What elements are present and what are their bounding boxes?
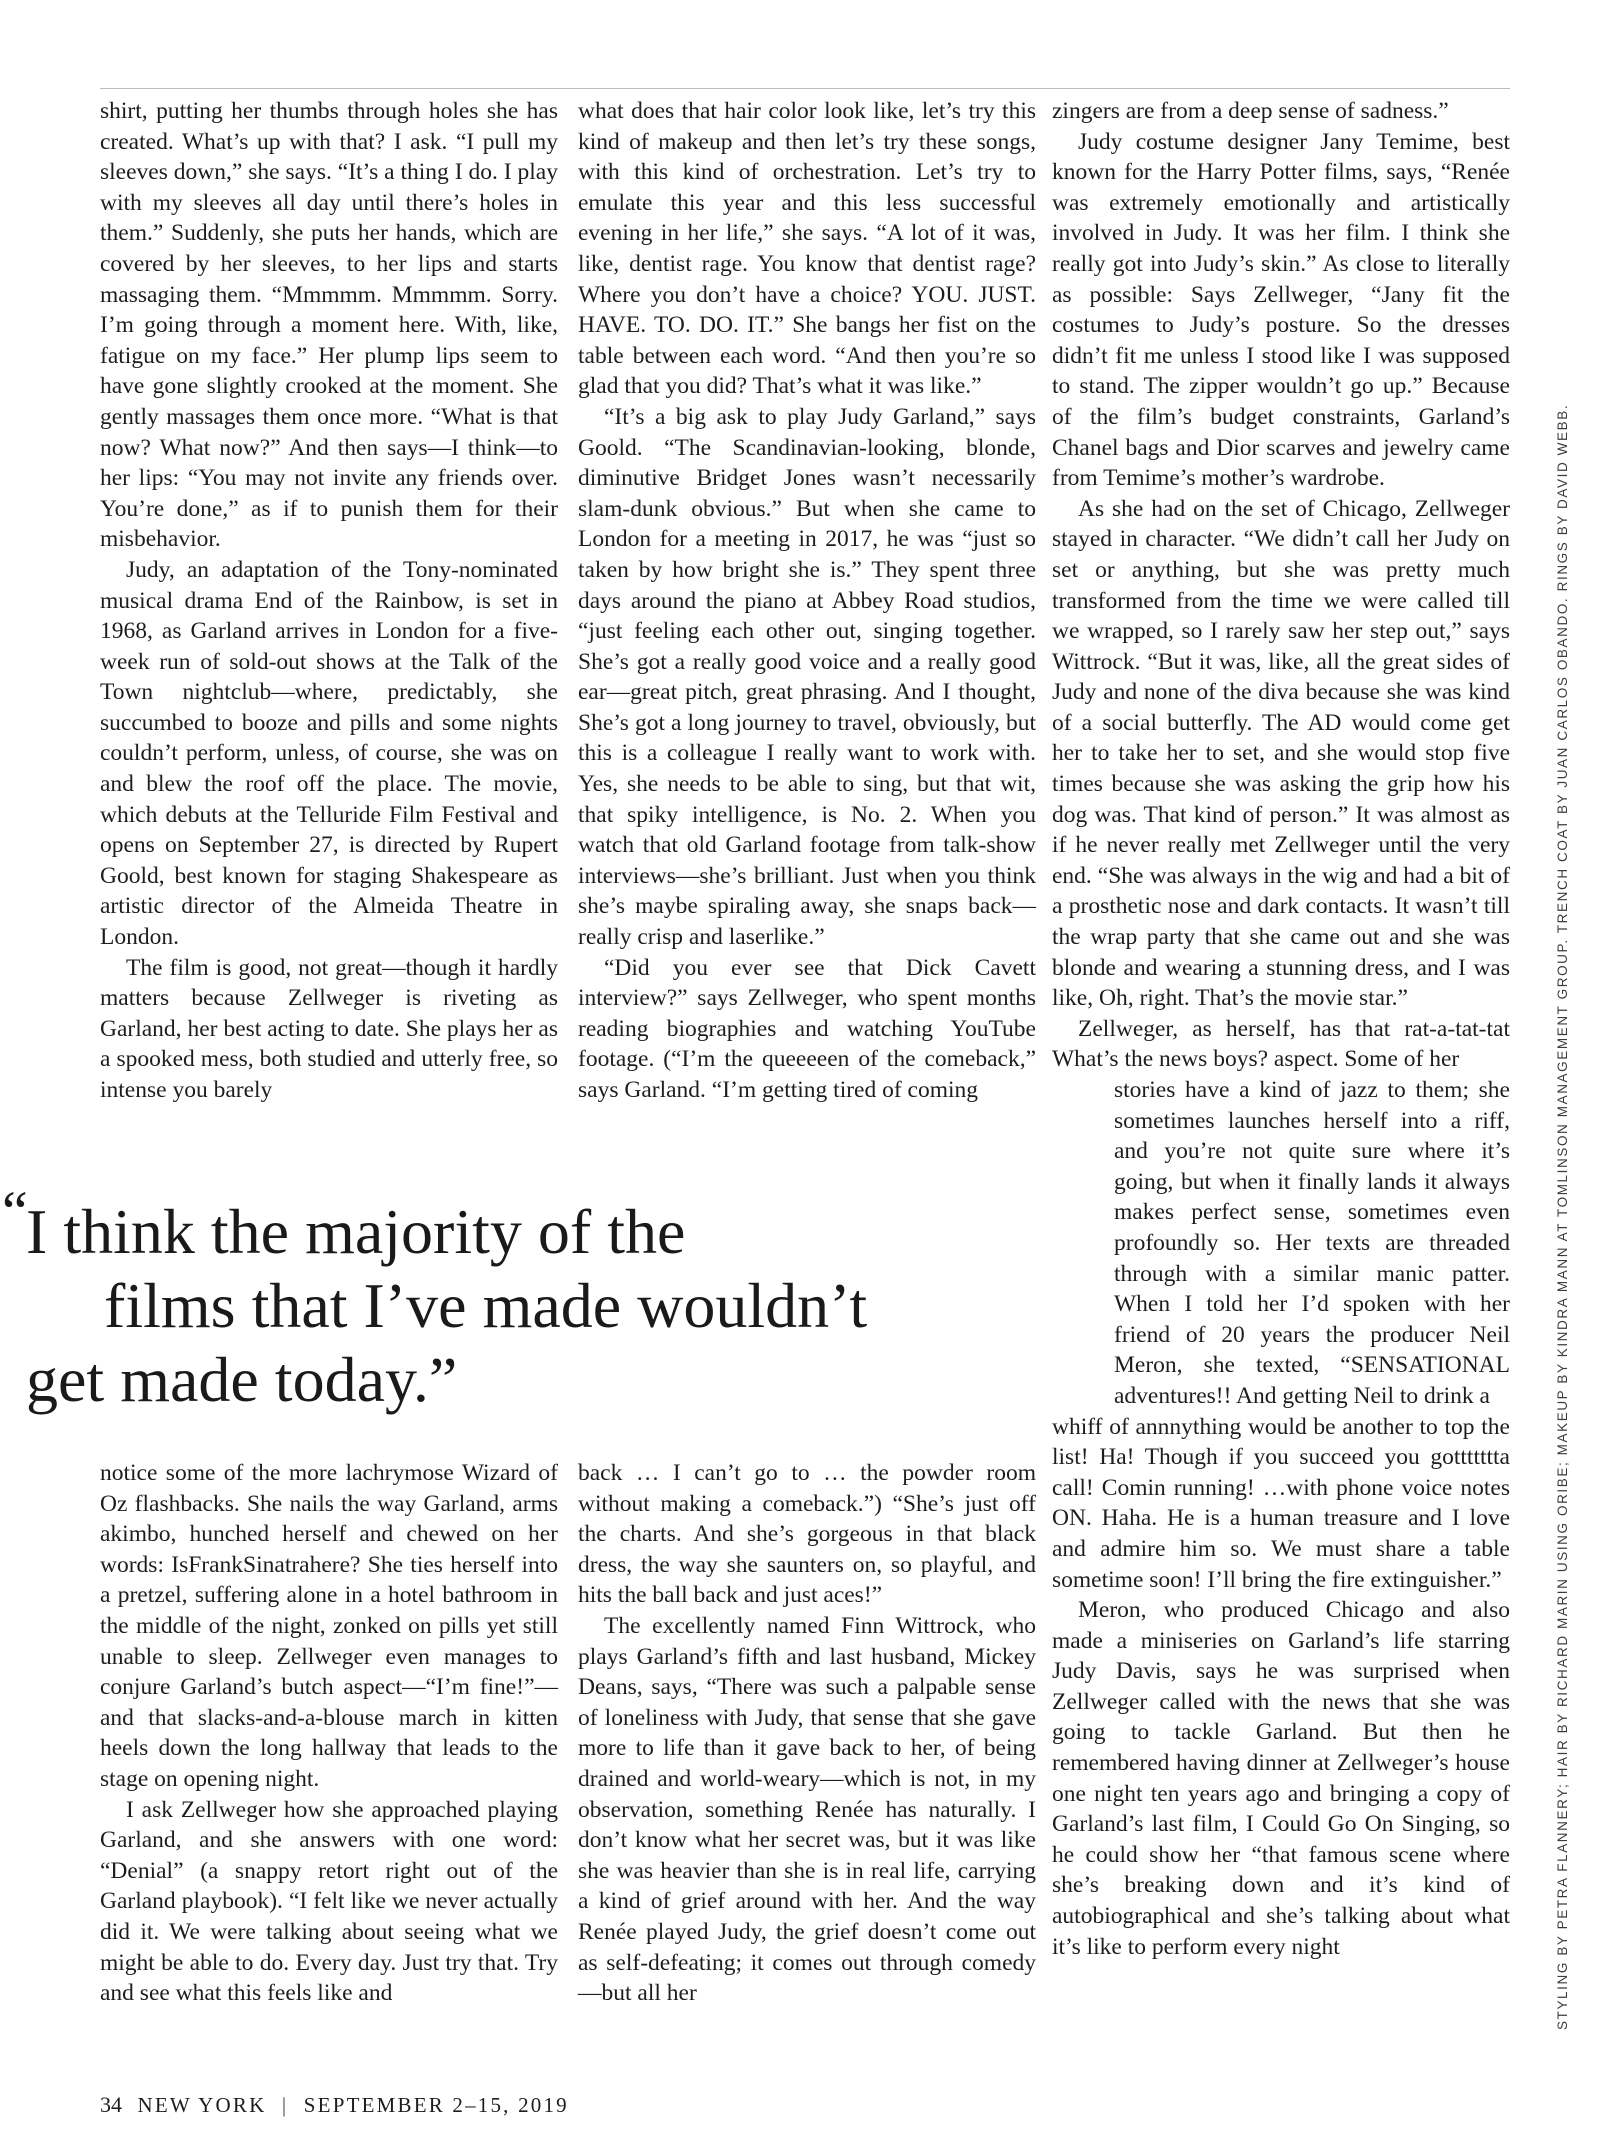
pull-quote-line: films that I’ve made wouldn’t [104, 1270, 868, 1341]
pull-quote [2, 1179, 1026, 1417]
top-rule [100, 88, 1510, 89]
column-3 [1052, 96, 1510, 1962]
page-number: 34 [100, 2092, 122, 2117]
column-2-top [578, 96, 1036, 1106]
paragraph: what does that hair color look like, let’s try this kind of makeup and then let’s try these songs, with this kind of orchestration. Let’s try to emulate this year and this less successful evening in her life,” she says. “A lot of it was, like, dentist rage. You know that dentist rage? Where you don’t have a choice? YOU. JUST. HAVE. TO. DO. IT.” She bangs her fist on the table between each word. “And then you’re so glad that you did? That’s what it was like.” [578, 98, 1036, 400]
paragraph: zingers are from a deep sense of sadness.” [1052, 98, 1449, 124]
paragraph: I ask Zellweger how she approached playing Garland, and she answers with one word: “Denial” (a snappy retort right out of the Garland playbook). “I felt like we never actually did it. We were talking about seeing what we might be able to do. Every day. Just try that. Try and see what this feels like and [100, 1796, 558, 2007]
footer-separator: | [281, 2093, 289, 2117]
paragraph: “Did you ever see that Dick Cavett interview?” says Zellweger, who spent months reading biographies and watching YouTube footage. (“I’m the queeeeen of the comeback,” says Garland. “I’m getting tired of coming [578, 954, 1036, 1103]
paragraph: whiff of annnything would be another to top the list! Ha! Though if you succeed you gottttttta call! Comin running! …with phone voice notes ON. Haha. He is a human treasure and I love and admire him so. We must share a table sometime soon! I’ll bring the fire extinguisher.” [1052, 1413, 1510, 1593]
paragraph: Zellweger, as herself, has that rat-a-tat-tat What’s the news boys? aspect. Some of her [1052, 1015, 1510, 1073]
paragraph: shirt, putting her thumbs through holes she has created. What’s up with that? I ask. “I pull my sleeves down,” she says. “It’s a thing I do. I play with my sleeves all day until there’s holes in them.” Suddenly, she puts her hands, which are covered by her sleeves, to her lips and starts massaging them. “Mmmmm. Mmmmm. Sorry. I’m going through a moment here. With, like, fatigue on my face.” Her plump lips seem to have gone slightly crooked at the moment. She gently massages them once more. “What is that now? What now?” And then says—I think—to her lips: “You may not invite any friends over. You’re done,” as if to punish them for their misbehavior. [100, 98, 558, 553]
paragraph-wrap: stories have a kind of jazz to them; she sometimes launches herself into a riff, and you’re not quite sure where it’s going, but when it finally lands it always makes perfect sense, sometimes even profoundly so. Her texts are threaded through with a similar manic patter. When I told her I’d spoken with her friend of 20 years the producer Neil Meron, she texted, “SENSATIONAL adventures!! And getting Neil to drink a [1114, 1077, 1510, 1409]
issue-date: SEPTEMBER 2–15, 2019 [303, 2093, 569, 2117]
paragraph: Meron, who produced Chicago and also made a miniseries on Garland’s life starring Judy Davis, says he was surprised when Zellweger called with the news that she was going to tackle Garland. But then he remembered having dinner at Zellweger’s house one night ten years ago and bringing a copy of Garland’s last film, I Could Go On Singing, so he could show her “that famous scene where she’s breaking down and it’s kind of autobiographical and she’s talking about what it’s like to perform every night [1052, 1597, 1510, 1960]
photo-credit: STYLING BY PETRA FLANNERY; HAIR BY RICHARD MARIN USING ORIBE; MAKEUP BY KINDRA MANN AT TOMLINSON MANAGEMENT GROUP. TRENCH COAT BY JUAN CARLOS OBANDO. RINGS BY DAVID WEBB. [1555, 403, 1570, 2030]
pull-quote-line: get made today.” [26, 1344, 458, 1415]
paragraph: Judy, an adaptation of the Tony-nominated musical drama End of the Rainbow, is set in 1968, as Garland arrives in London for a five-week run of sold-out shows at the Talk of the Town nightclub—where, predictably, she succumbed to booze and pills and some nights couldn’t perform, unless, of course, she was on and blew the roof off the place. The movie, which debuts at the Telluride Film Festival and opens on September 27, is directed by Rupert Goold, best known for staging Shakespeare as artistic director of the Almeida Theatre in London. [100, 556, 558, 951]
page-footer [100, 2092, 569, 2118]
column-2-bottom [578, 1458, 1036, 2009]
paragraph: The excellently named Finn Wittrock, who plays Garland’s fifth and last husband, Mickey Deans, says, “There was such a palpable sense of loneliness with Judy, that sense that she gave more to life than it gave back to her, of being drained and world-weary—which is not, in my observation, something Renée has naturally. I don’t know what her secret was, but it was like she was heavier than she is in real life, carrying a kind of grief around with her. And the way Renée played Judy, the grief doesn’t come out as self-defeating; it comes out through comedy—but all her [578, 1612, 1036, 2007]
open-quote-mark: “ [2, 1179, 28, 1244]
paragraph: back … I can’t go to … the powder room without making a comeback.”) “She’s just off the charts. And she’s gorgeous in that black dress, the way she saunters on, so playful, and hits the ball back and just aces!” [578, 1460, 1036, 1609]
publication-name: NEW YORK [137, 2093, 267, 2117]
column-1-bottom [100, 1458, 558, 2009]
column-1-top [100, 96, 558, 1106]
paragraph: The film is good, not great—though it hardly matters because Zellweger is riveting as Garland, her best acting to date. She plays her as a spooked mess, both studied and utterly free, so intense you barely [100, 954, 558, 1103]
pull-quote-line: I think the majority of the [26, 1196, 686, 1267]
paragraph: “It’s a big ask to play Judy Garland,” says Goold. “The Scandinavian-looking, blonde, diminutive Bridget Jones wasn’t necessarily slam-dunk obvious.” But when she came to London for a meeting in 2017, he was “just so taken by how bright she is.” They spent three days around the piano at Abbey Road studios, “just feeling each other out, singing together. She’s got a really good voice and a really good ear—great pitch, great phrasing. And I thought, She’s got a long journey to travel, obviously, but this is a colleague I really want to work with. Yes, she needs to be able to sing, but that wit, that spiky intelligence, is No. 2. When you watch that old Garland footage from talk-show interviews—she’s brilliant. Just when you think she’s maybe spiraling away, she snaps back—really crisp and laserlike.” [578, 403, 1036, 951]
paragraph: As she had on the set of Chicago, Zellweger stayed in character. “We didn’t call her Judy on set or anything, but she was pretty much transformed from the time we were called till we wrapped, so I rarely saw her step out,” says Wittrock. “But it was, like, all the great sides of Judy and none of the diva because she was kind of a social butterfly. The AD would come get her to take her to set, and she would stop five times because she was asking the grip how his dog was. That kind of person.” It was almost as if he never really met Zellweger until the very end. “She was always in the wig and had a bit of a prosthetic nose and dark contacts. It wasn’t till the wrap party that she came out and she was blonde and wearing a stunning dress, and I was like, Oh, right. That’s the movie star.” [1052, 495, 1510, 1012]
paragraph: Judy costume designer Jany Temime, best known for the Harry Potter films, says, “Renée was extremely emotionally and artistically involved in Judy. It was her film. I think she really got into Judy’s skin.” As close to literally as possible: Says Zellweger, “Jany fit the costumes to Judy’s posture. So the dresses didn’t fit me unless I stood like I was supposed to stand. The zipper wouldn’t go up.” Because of the film’s budget constraints, Garland’s Chanel bags and Dior scarves and jewelry came from Temime’s mother’s wardrobe. [1052, 128, 1510, 492]
paragraph: notice some of the more lachrymose Wizard of Oz flashbacks. She nails the way Garland, arms akimbo, hunched herself and chewed on her words: IsFrankSinatrahere? She ties herself into a pretzel, suffering alone in a hotel bathroom in the middle of the night, zonked on pills yet still unable to sleep. Zellweger even manages to conjure Garland’s butch aspect—“I’m fine!”—and that slacks-and-a-blouse march in kitten heels down the long hallway that leads to the stage on opening night. [100, 1460, 558, 1792]
